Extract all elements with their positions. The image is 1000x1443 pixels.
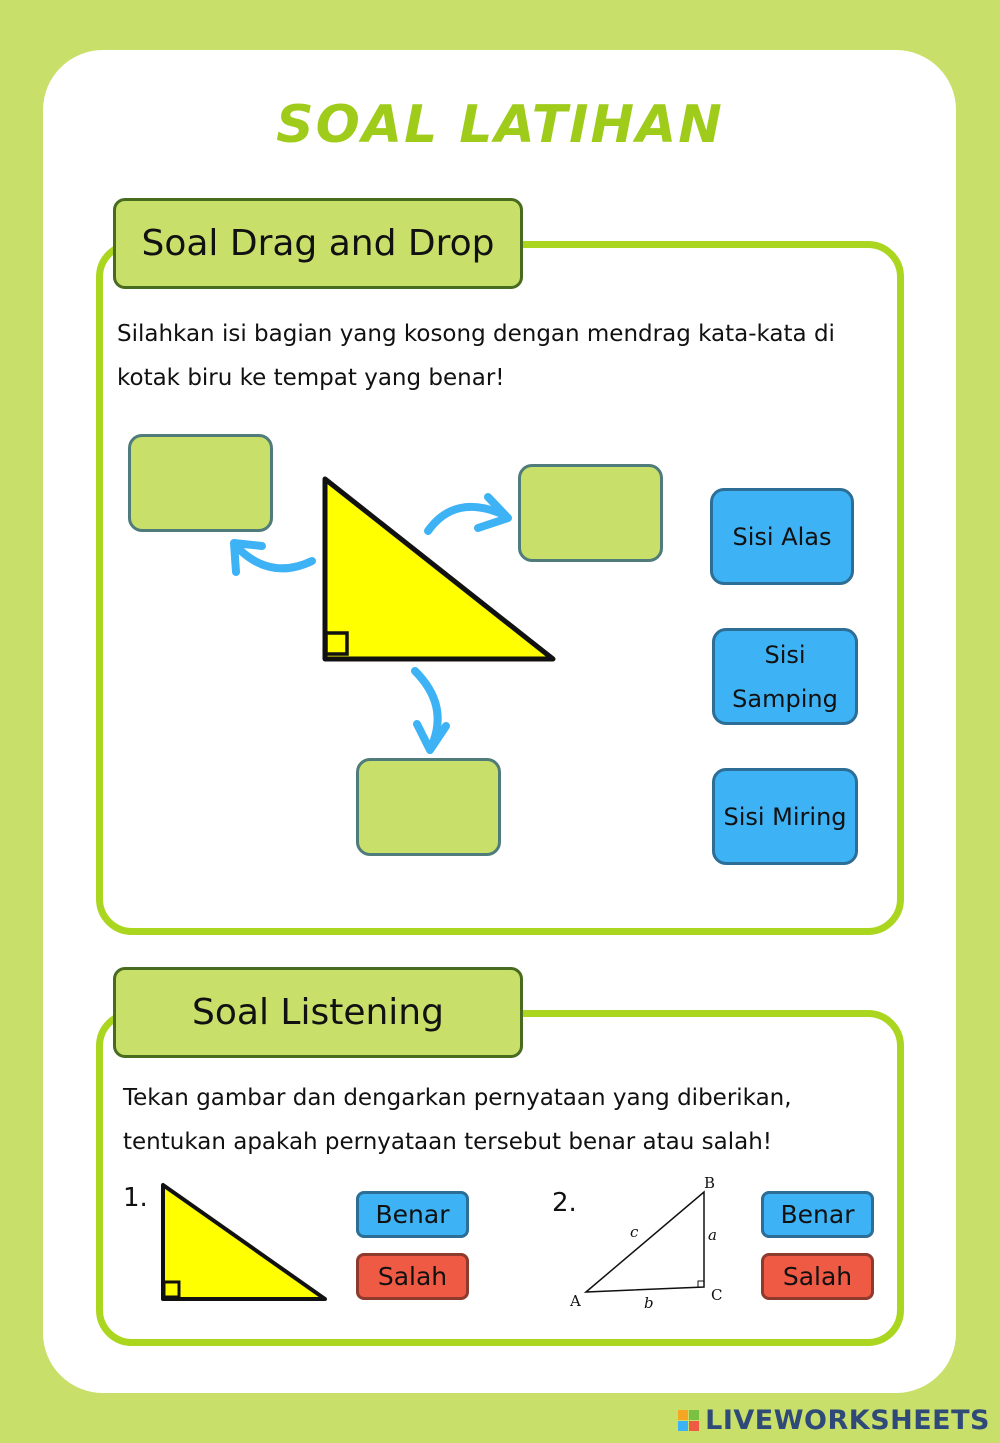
listening-instruction-line-2: tentukan apakah pernyataan tersebut benar atau salah! [123,1129,773,1155]
drag-drop-instruction-line-2: kotak biru ke tempat yang benar! [117,365,505,391]
drag-drop-tab: Soal Drag and Drop [113,198,523,289]
question-2-right-angle-mark [698,1281,704,1287]
question-2-vertex-c: C [711,1286,723,1304]
liveworksheets-brand-text: LIVEWORKSHEETS [705,1405,990,1436]
question-2-number: 2. [552,1188,577,1218]
drag-drop-instruction-line-1: Silahkan isi bagian yang kosong dengan mendrag kata-kata di [117,321,835,347]
question-2-benar-button[interactable]: Benar [761,1191,874,1238]
question-2-vertex-b: B [704,1174,716,1192]
question-2-side-c: c [630,1223,639,1241]
liveworksheets-logo-icon [678,1410,699,1431]
liveworksheets-brand[interactable] [678,1405,990,1436]
question-2-side-a: a [708,1226,717,1244]
question-2-vertex-a: A [570,1292,581,1310]
question-2-salah-button[interactable]: Salah [761,1253,874,1300]
word-tile-sisi-samping-line-2: Samping [732,684,838,713]
question-2-triangle-shape [586,1192,704,1292]
question-2-side-b: b [644,1294,654,1312]
listening-tab: Soal Listening [113,967,523,1058]
word-tile-sisi-samping-line-1: Sisi [764,640,806,669]
question-1-number: 1. [123,1183,148,1213]
question-1-benar-button[interactable]: Benar [356,1191,469,1238]
listening-instruction-line-1: Tekan gambar dan dengarkan pernyataan yang diberikan, [123,1085,792,1111]
word-tile-sisi-miring-label: Sisi Miring [723,802,847,831]
page-title: SOAL LATIHAN [276,95,724,155]
word-tile-sisi-alas-label: Sisi Alas [732,522,832,551]
question-1-salah-button[interactable]: Salah [356,1253,469,1300]
